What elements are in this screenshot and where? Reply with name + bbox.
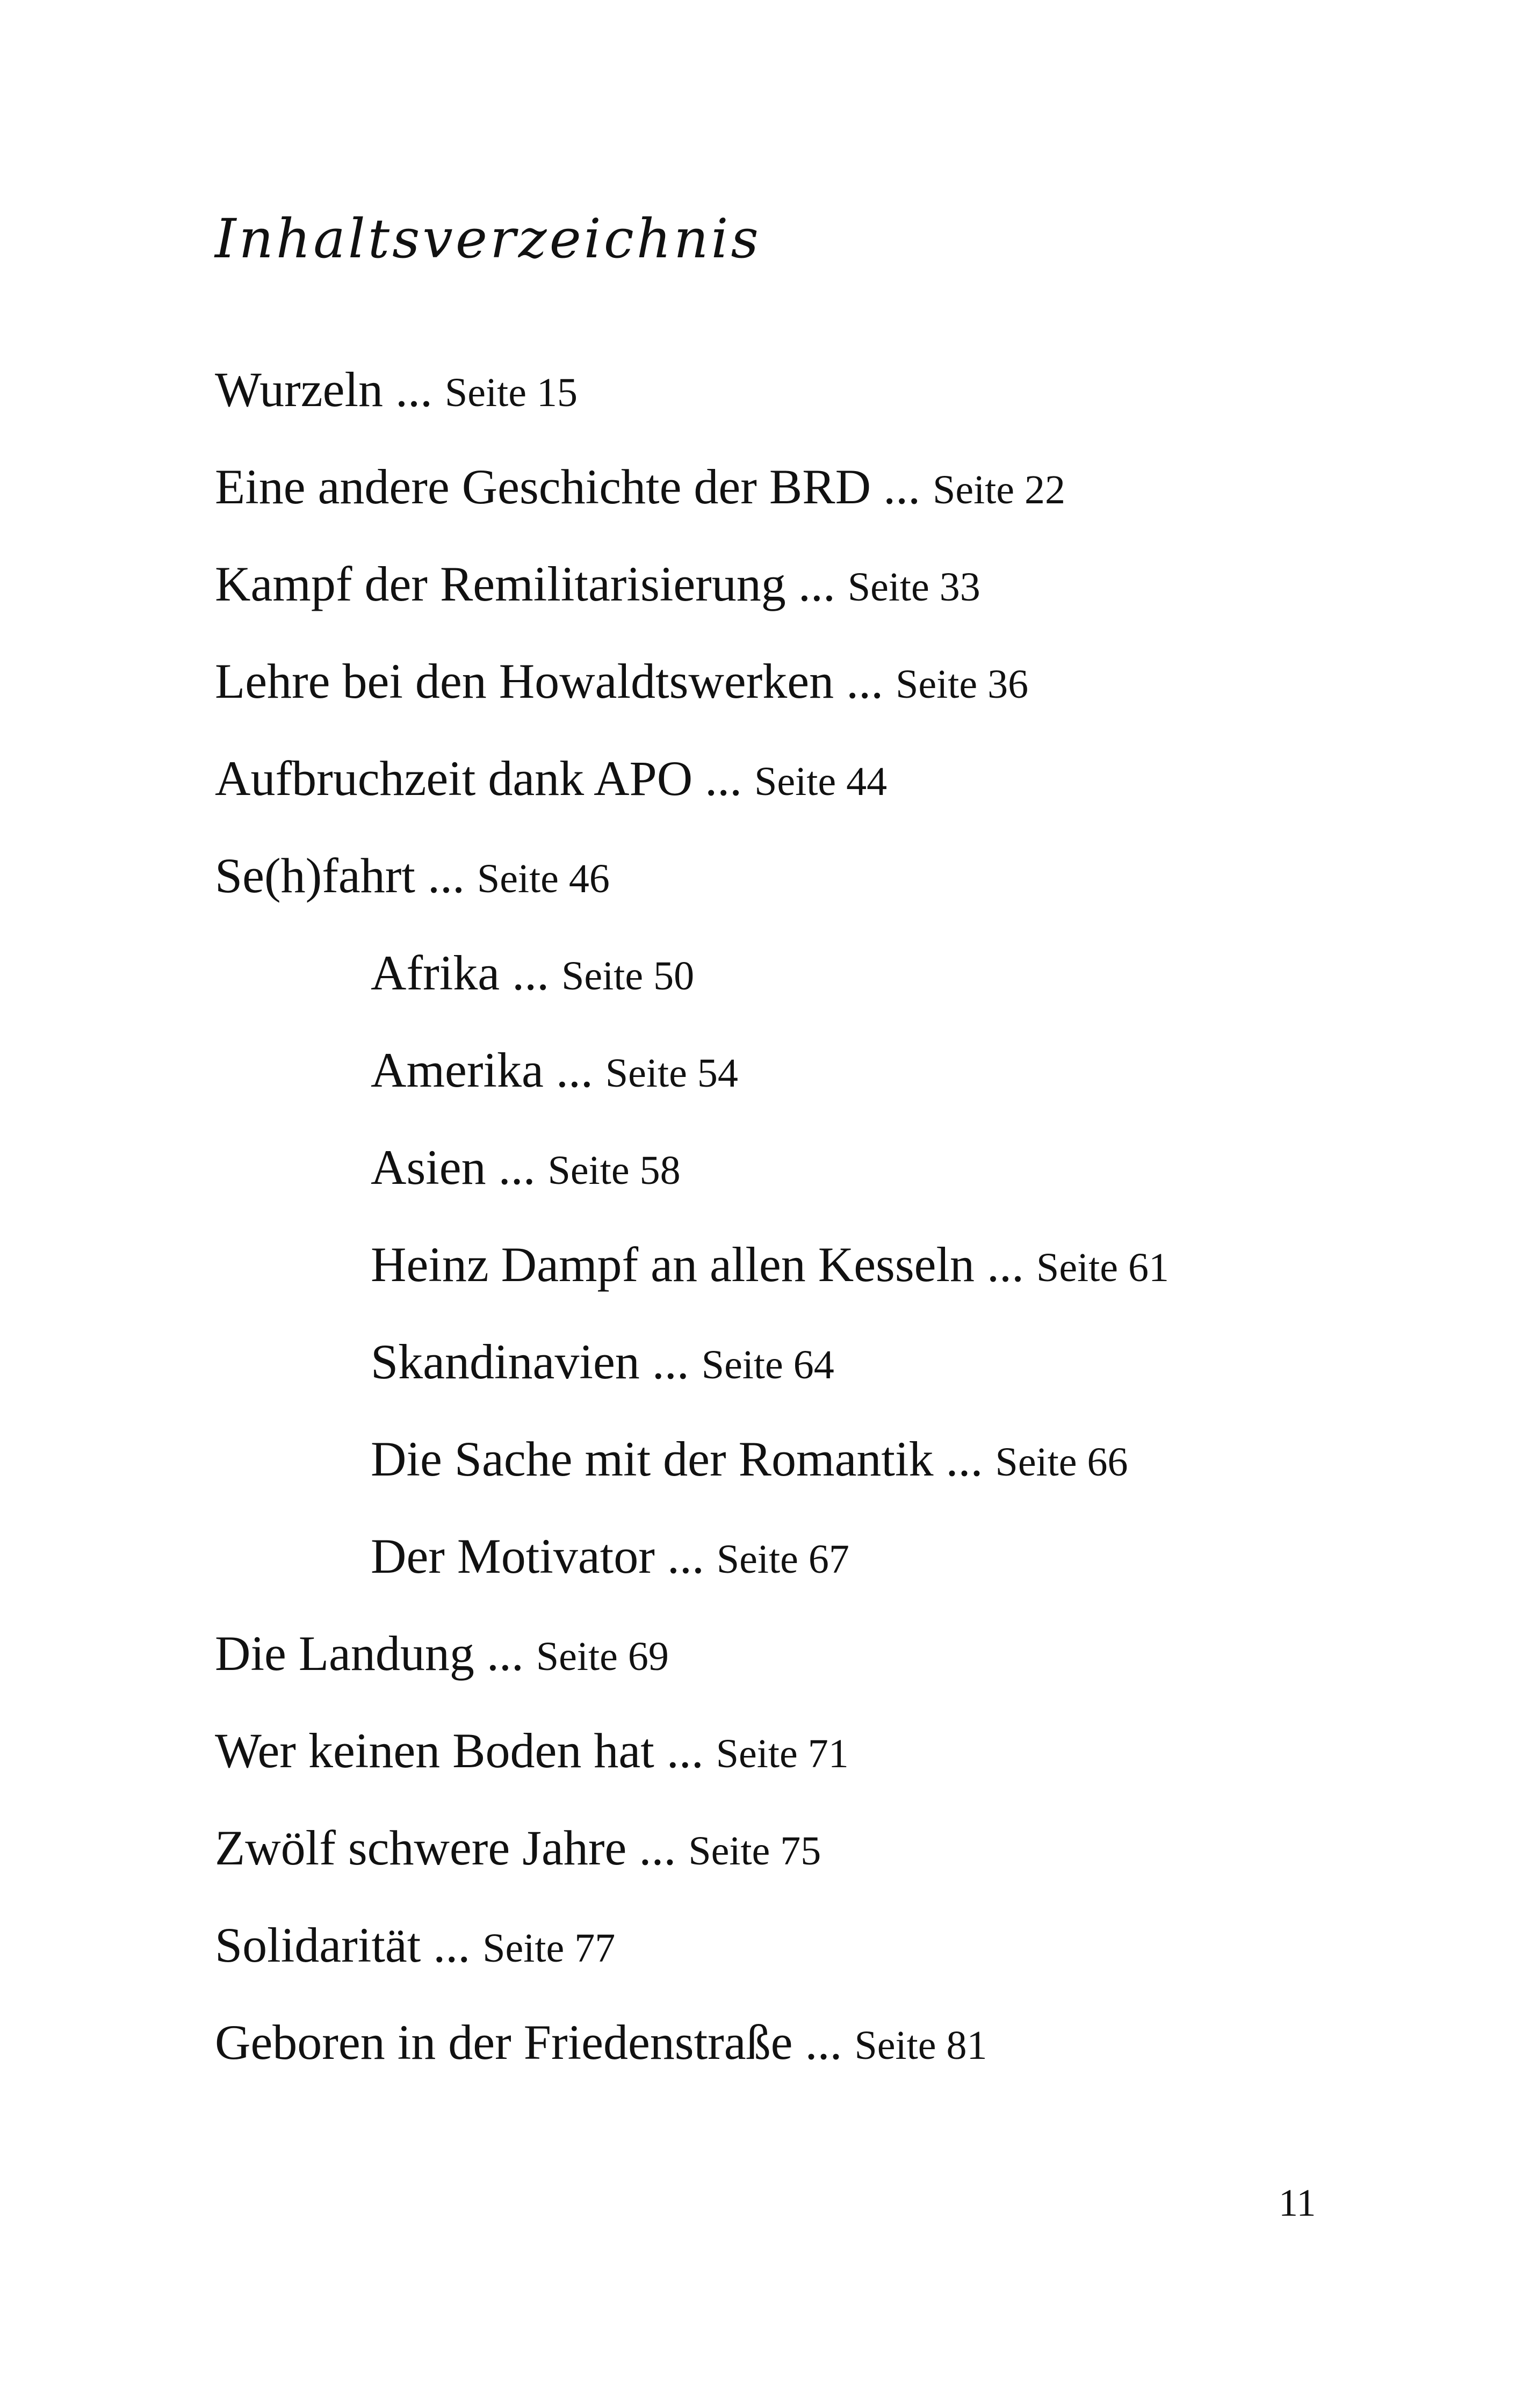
toc-entry-separator: ... [785,556,848,611]
toc-entry-separator: ... [486,1140,548,1195]
toc-entry-separator: ... [654,1723,716,1778]
toc-entry [215,1626,1169,1724]
toc-entry-title: Wurzeln [215,362,384,417]
toc-subentry [215,946,1169,1043]
toc-entry-title: Skandinavien [371,1334,640,1389]
toc-entry [215,849,1169,946]
toc-subentry [215,1238,1169,1335]
toc-entry-separator: ... [474,1626,536,1681]
toc-entry-page: Seite 54 [605,1051,738,1096]
toc-entry [215,1821,1169,1918]
toc-entry-page: Seite 46 [477,856,610,901]
toc-entry-separator: ... [500,945,562,1000]
toc-entry-title: Heinz Dampf an allen Kesseln [371,1237,975,1292]
toc-entry-separator: ... [933,1431,996,1486]
toc-entry-page: Seite 69 [536,1634,669,1679]
page-title: Inhaltsverzeichnis [215,207,761,270]
toc-subentry [215,1529,1169,1626]
toc-entry-page: Seite 58 [547,1148,681,1193]
toc-entry-separator: ... [654,1529,717,1583]
toc-entry-page: Seite 22 [933,467,1066,512]
toc-entry-page: Seite 33 [847,565,980,610]
toc-entry-title: Aufbruchzeit dank APO [215,751,693,806]
toc-entry [215,460,1169,557]
toc-entry-title: Wer keinen Boden hat [215,1723,654,1778]
toc-entry-title: Die Sache mit der Romantik [371,1431,934,1486]
toc-entry-title: Solidarität [215,1918,421,1972]
toc-entry-separator: ... [834,654,896,708]
toc-entry-title: Der Motivator [371,1529,655,1583]
toc-entry [215,1918,1169,2015]
toc-entry-page: Seite 50 [561,953,695,999]
toc-entry-title: Amerika [371,1043,544,1097]
toc-entry-title: Geboren in der Friedenstraße [215,2015,793,2070]
toc-entry-separator: ... [871,459,933,514]
toc-entry-separator: ... [383,362,445,417]
toc-subentry [215,1335,1169,1432]
toc-entry-title: Lehre bei den Howaldtswerken [215,654,834,708]
toc-entry [215,751,1169,849]
toc-entry-page: Seite 81 [854,2023,987,2068]
toc-entry-separator: ... [415,848,477,903]
toc-entry-separator: ... [626,1820,689,1875]
toc-entry-page: Seite 75 [688,1828,821,1874]
toc-entry [215,363,1169,460]
toc-entry-separator: ... [639,1334,702,1389]
toc-entry-page: Seite 67 [716,1537,849,1582]
toc-subentry [215,1432,1169,1529]
table-of-contents [215,363,1169,2113]
toc-subentry [215,1043,1169,1140]
toc-entry-separator: ... [792,2015,855,2070]
toc-entry-title: Kampf der Remilitarisierung [215,556,786,611]
toc-entry [215,557,1169,654]
toc-entry-page: Seite 64 [701,1342,834,1387]
toc-entry-title: Asien [371,1140,486,1195]
toc-entry-separator: ... [543,1043,605,1097]
toc-entry-page: Seite 71 [716,1731,849,1776]
page-number: 11 [1279,2181,1316,2224]
toc-entry [215,654,1169,751]
toc-entry [215,1724,1169,1821]
toc-entry-title: Se(h)fahrt [215,848,415,903]
toc-entry-separator: ... [421,1918,483,1972]
toc-entry-title: Die Landung [215,1626,474,1681]
toc-entry-page: Seite 66 [995,1440,1128,1485]
toc-entry [215,2015,1169,2113]
toc-entry-page: Seite 36 [896,662,1029,707]
toc-entry-page: Seite 61 [1036,1245,1170,1290]
toc-entry-title: Afrika [371,945,500,1000]
toc-entry-separator: ... [975,1237,1037,1292]
toc-entry-title: Zwölf schwere Jahre [215,1820,627,1875]
toc-entry-page: Seite 77 [482,1926,616,1971]
toc-entry-separator: ... [693,751,755,806]
toc-subentry [215,1140,1169,1238]
toc-entry-page: Seite 44 [754,759,888,804]
toc-entry-page: Seite 15 [445,370,578,415]
toc-entry-title: Eine andere Geschichte der BRD [215,459,871,514]
